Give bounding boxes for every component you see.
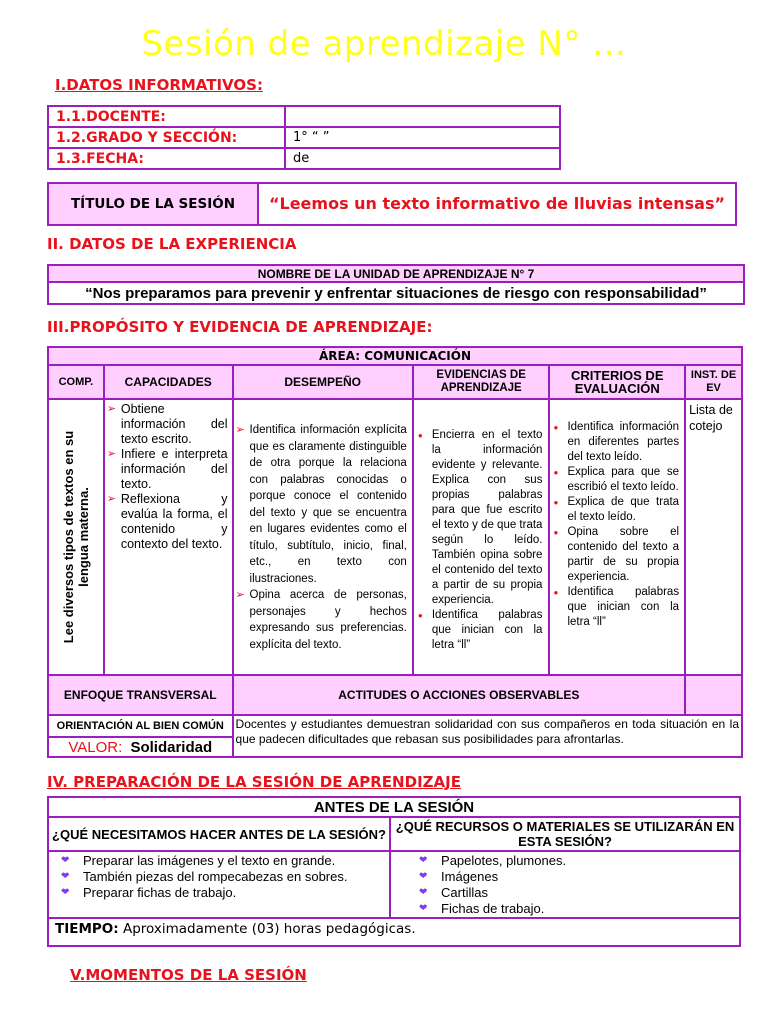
grado-label: 1.2.GRADO Y SECCIÓN:: [48, 127, 285, 148]
list-item: ● Explica para que se escribió el texto leído.: [553, 465, 679, 495]
datos-informativos-table: [47, 105, 561, 170]
empty-cell: [685, 675, 742, 715]
desempeno-cell: [233, 399, 413, 675]
header-comp: COMP.: [48, 365, 104, 399]
page-title: Sesión de aprendizaje N° …: [141, 24, 627, 64]
valor-cell: [48, 737, 233, 757]
antes-sesion-label: ANTES DE LA SESIÓN: [48, 797, 740, 817]
table-row: [48, 817, 740, 851]
competencia-text: Lee diversos tipos de textos en su lengua materna.: [60, 430, 91, 644]
orientacion-label: ORIENTACIÓN AL BIEN COMÚN: [48, 715, 233, 737]
table-row: [48, 127, 560, 148]
list-item: ● Encierra en el texto la información evidente y relevante. Explica con sus propias palabras para que fue escrito el texto y de que trata según lo leído. También opina sobre el contenido del texto a partir de su propia experiencia.: [418, 428, 543, 608]
table-row: [48, 282, 744, 304]
instrumento-text: Lista de cotejo: [689, 403, 733, 433]
list-item: ❤ Cartillas: [407, 885, 739, 901]
section-heading-preparacion: IV. PREPARACIÓN DE LA SESIÓN DE APRENDIZAJE: [47, 773, 461, 791]
list-item: ● Opina sobre el contenido del texto a partir de su propia experiencia.: [553, 525, 679, 585]
header-criterios: CRITERIOS DE EVALUACIÓN: [549, 365, 685, 399]
table-row: [48, 365, 742, 399]
header-capacidades: CAPACIDADES: [104, 365, 233, 399]
table-row: [48, 715, 742, 737]
fecha-value: de: [285, 148, 560, 169]
list-item: ● Identifica palabras que inician con la letra “ll”: [418, 608, 543, 653]
valor-label: VALOR:: [68, 738, 123, 756]
header-inst: INST. DE EV: [685, 365, 742, 399]
table-row: [48, 265, 744, 282]
instrumento-cell: [685, 399, 742, 675]
list-item: ● Identifica palabras que inician con la letra “ll”: [553, 585, 679, 630]
list-item: ➢ Obtiene información del texto escrito.: [107, 402, 228, 447]
table-row: [48, 675, 742, 715]
list-item: ❤ También piezas del rompecabezas en sobres.: [49, 869, 389, 885]
proposito-table: [47, 346, 743, 758]
actitud-texto: Docentes y estudiantes demuestran solidaridad con sus compañeros en toda situación en la que padecen dificultades que rebasan sus posibilidades para afrontarlas.: [233, 715, 742, 757]
unidad-label: NOMBRE DE LA UNIDAD DE APRENDIZAJE N° 7: [48, 265, 744, 282]
list-item: ➢ Infiere e interpreta información del texto.: [107, 447, 228, 492]
list-item: ➢ Reflexiona y evalúa la forma, el contenido y contexto del texto.: [107, 492, 228, 552]
header-evidencias: EVIDENCIAS DE APRENDIZAJE: [413, 365, 550, 399]
list-item: ➢ Opina acerca de personas, personajes y hechos expresando sus preferencias. explícita del texto.: [236, 587, 407, 653]
docente-label: 1.1.DOCENTE:: [48, 106, 285, 127]
table-row: [48, 918, 740, 946]
fecha-label: 1.3.FECHA:: [48, 148, 285, 169]
titulo-sesion-label: TÍTULO DE LA SESIÓN: [48, 183, 258, 225]
table-row: [48, 183, 736, 225]
table-row: [48, 347, 742, 365]
list-item: ❤ Fichas de trabajo.: [407, 901, 739, 917]
pregunta-recursos: ¿QUÉ RECURSOS O MATERIALES SE UTILIZARÁN EN ESTA SESIÓN?: [390, 817, 740, 851]
titulo-sesion-table: [47, 182, 737, 226]
section-heading-momentos: V.MOMENTOS DE LA SESIÓN: [70, 966, 307, 984]
section-heading-datos: I.DATOS INFORMATIVOS:: [55, 76, 263, 94]
section-heading-experiencia: II. DATOS DE LA EXPERIENCIA: [47, 235, 297, 253]
list-item: ● Explica de que trata el texto leído.: [553, 495, 679, 525]
titulo-sesion-value: “Leemos un texto informativo de lluvias intensas”: [258, 183, 736, 225]
header-desempeno: DESEMPEÑO: [233, 365, 413, 399]
table-row: [48, 797, 740, 817]
evidencias-cell: [413, 399, 550, 675]
hacer-cell: [48, 851, 390, 918]
table-row: [48, 106, 560, 127]
table-row: [48, 148, 560, 169]
list-item: ❤ Imágenes: [407, 869, 739, 885]
tiempo-label: TIEMPO:: [55, 921, 119, 937]
grado-value: 1° “ ”: [285, 127, 560, 148]
list-item: ● Identifica información en diferentes partes del texto leído.: [553, 420, 679, 465]
docente-value: [285, 106, 560, 127]
list-item: ➢ Identifica información explícita que es claramente distinguible de otra porque la relaciona con palabras conocidas o porque conoce el contenido del texto y que se encuentra en lugares evidentes como el título, subtítulo, inicio, final, etc., en texto con ilustraciones.: [236, 422, 407, 587]
tiempo-value: Aproximadamente (03) horas pedagógicas.: [118, 921, 416, 937]
recursos-cell: [390, 851, 740, 918]
pregunta-hacer: ¿QUÉ NECESITAMOS HACER ANTES DE LA SESIÓN?: [48, 817, 390, 851]
tiempo-cell: [48, 918, 740, 946]
section-heading-proposito: III.PROPÓSITO Y EVIDENCIA DE APRENDIZAJE:: [47, 318, 433, 336]
actitudes-label: ACTITUDES O ACCIONES OBSERVABLES: [233, 675, 686, 715]
enfoque-label: ENFOQUE TRANSVERSAL: [48, 675, 233, 715]
criterios-cell: [549, 399, 685, 675]
list-item: ❤ Papelotes, plumones.: [407, 853, 739, 869]
list-item: ❤ Preparar fichas de trabajo.: [49, 885, 389, 901]
area-label: ÁREA: COMUNICACIÓN: [48, 347, 742, 365]
capacidades-cell: [104, 399, 233, 675]
unidad-nombre: “Nos preparamos para prevenir y enfrentar situaciones de riesgo con responsabilidad”: [48, 282, 744, 304]
unidad-table: [47, 264, 745, 305]
list-item: ❤ Preparar las imágenes y el texto en grande.: [49, 853, 389, 869]
table-row: [48, 399, 742, 675]
competencia-cell: [48, 399, 104, 675]
preparacion-table: [47, 796, 741, 947]
table-row: [48, 851, 740, 918]
valor-value: Solidaridad: [130, 738, 213, 756]
